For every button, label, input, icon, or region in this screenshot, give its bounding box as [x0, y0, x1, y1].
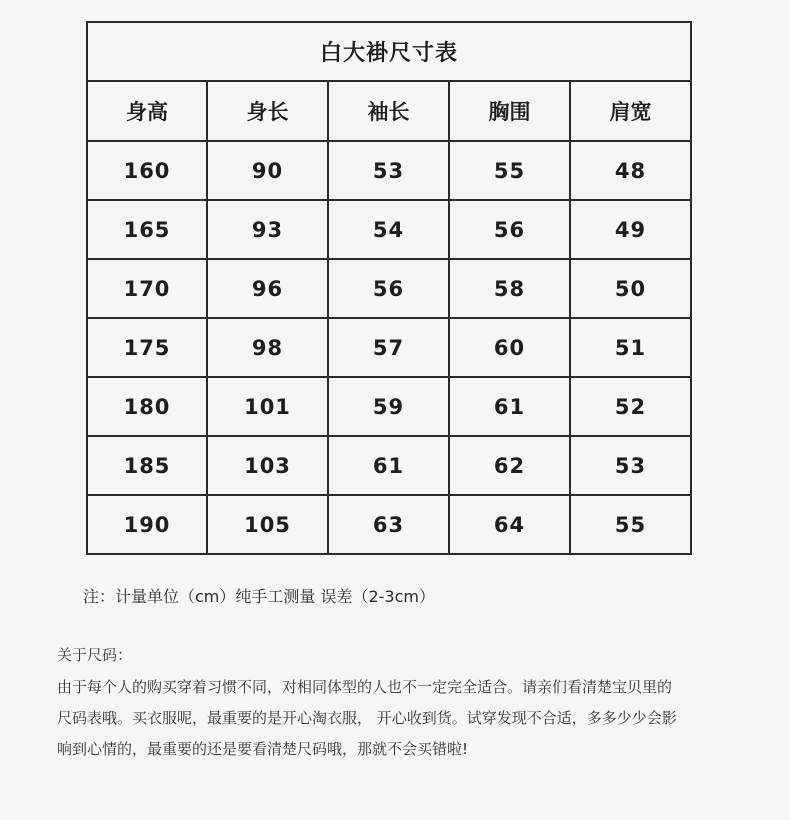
table-cell: 54: [328, 200, 449, 259]
table-cell: 61: [449, 377, 570, 436]
table-cell: 175: [87, 318, 207, 377]
table-row: [87, 377, 691, 436]
about-size-line: 响到心情的，最重要的还是要看清楚尺码哦，那就不会买错啦!: [57, 740, 469, 758]
table-cell: 103: [207, 436, 328, 495]
about-size-text: [57, 672, 757, 765]
table-cell: 64: [449, 495, 570, 554]
table-title: 白大褂尺寸表: [87, 22, 691, 81]
table-header-row: [87, 81, 691, 141]
header-height: 身高: [87, 81, 207, 141]
table-cell: 48: [570, 141, 691, 200]
table-cell: 52: [570, 377, 691, 436]
table-cell: 59: [328, 377, 449, 436]
table-cell: 50: [570, 259, 691, 318]
table-cell: 185: [87, 436, 207, 495]
table-row: [87, 318, 691, 377]
table-cell: 61: [328, 436, 449, 495]
table-title-row: [87, 22, 691, 81]
table-cell: 160: [87, 141, 207, 200]
table-row: [87, 200, 691, 259]
table-cell: 101: [207, 377, 328, 436]
table-cell: 51: [570, 318, 691, 377]
table-cell: 55: [570, 495, 691, 554]
table-cell: 190: [87, 495, 207, 554]
table-cell: 98: [207, 318, 328, 377]
table-cell: 90: [207, 141, 328, 200]
table-cell: 53: [328, 141, 449, 200]
table-cell: 58: [449, 259, 570, 318]
table-cell: 57: [328, 318, 449, 377]
table-row: [87, 495, 691, 554]
header-chest: 胸围: [449, 81, 570, 141]
table-cell: 56: [449, 200, 570, 259]
table-cell: 93: [207, 200, 328, 259]
about-size-line: 由于每个人的购买穿着习惯不同，对相同体型的人也不一定完全适合。请亲们看清楚宝贝里的: [57, 678, 673, 696]
header-body-length: 身长: [207, 81, 328, 141]
table-cell: 165: [87, 200, 207, 259]
table-cell: 62: [449, 436, 570, 495]
table-cell: 56: [328, 259, 449, 318]
header-sleeve-length: 袖长: [328, 81, 449, 141]
table-cell: 96: [207, 259, 328, 318]
table-cell: 170: [87, 259, 207, 318]
about-size-title: 关于尺码：: [57, 646, 133, 664]
header-shoulder: 肩宽: [570, 81, 691, 141]
size-chart-table: [86, 21, 692, 555]
table-cell: 63: [328, 495, 449, 554]
table-row: [87, 141, 691, 200]
measurement-note: 注：计量单位（cm）纯手工测量 误差（2-3cm）: [83, 587, 435, 606]
table-cell: 60: [449, 318, 570, 377]
table-row: [87, 436, 691, 495]
table-cell: 49: [570, 200, 691, 259]
about-size-line: 尺码表哦。买衣服呢，最重要的是开心淘衣服， 开心收到货。试穿发现不合适，多多少少会影: [57, 709, 677, 727]
table-cell: 53: [570, 436, 691, 495]
table-cell: 55: [449, 141, 570, 200]
table-cell: 105: [207, 495, 328, 554]
table-cell: 180: [87, 377, 207, 436]
table-row: [87, 259, 691, 318]
